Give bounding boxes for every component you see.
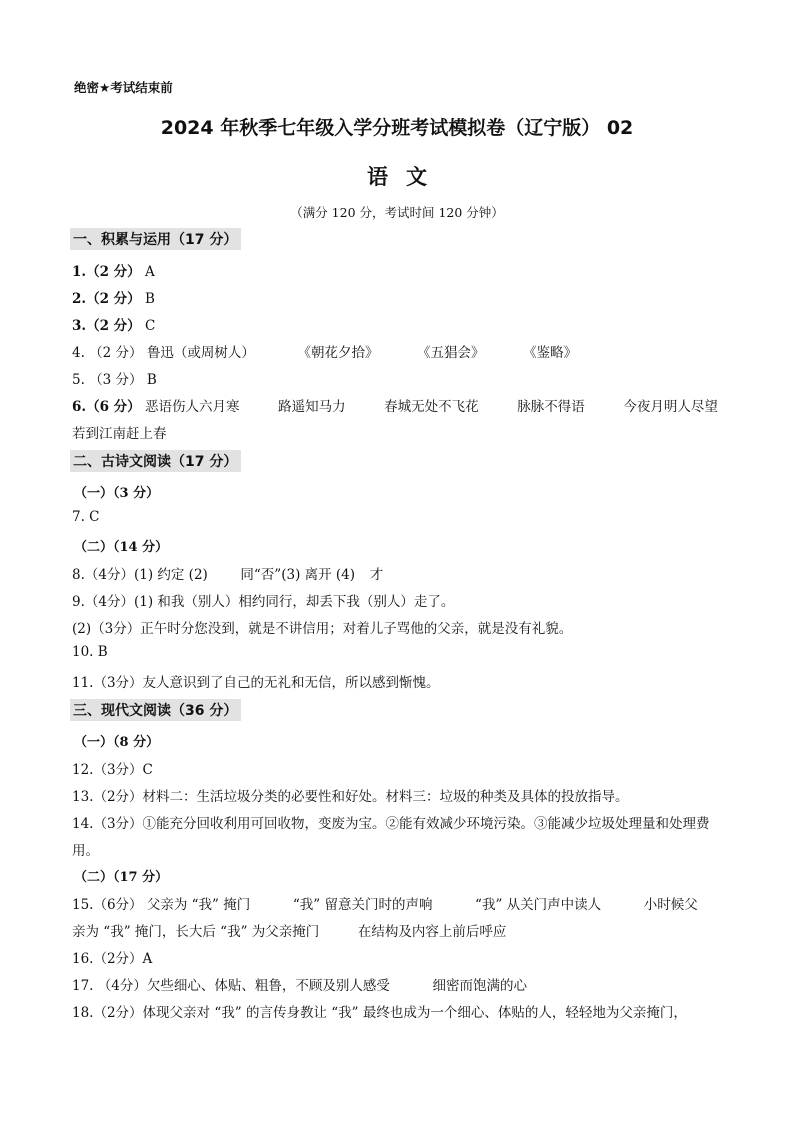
q1-answer: A [144,264,155,280]
answer-q5 [72,368,157,388]
q8-part-1: 8.（4分）(1) 约定 (2) [72,567,208,583]
q15-answer-3: “我” 从关门声中读人 [475,897,602,913]
q8-part-3: 才 [369,567,384,583]
q6-answer-3: 春城无处不飞花 [384,399,479,415]
page-title: 2024 年秋季七年级入学分班考试模拟卷（辽宁版） 02 [160,117,634,139]
answer-q6-continued: 若到江南赶上春 [72,426,167,442]
answer-q3 [72,314,155,334]
answer-q2 [72,287,155,307]
section-heading-3: 三、现代文阅读（36 分） [70,699,241,721]
answer-q12: 12.（3分）C [72,762,153,778]
subsection-2-2: （二）（14 分） [74,540,169,555]
subsection-3-2: （二）（17 分） [74,870,169,885]
q15-answer-4: 小时候父 [643,897,698,913]
subsection-3-1: （一）（8 分） [74,735,160,750]
q6-answer-4: 脉脉不得语 [517,399,585,415]
q6-answer-2: 路遥知马力 [278,399,346,415]
q3-number: 3.（2 分） [72,318,141,334]
answer-q9-2: (2)（3分）正午时分您没到，就是不讲信用；对着儿子骂他的父亲，就是没有礼貌。 [72,621,573,637]
q5-number: 5. （3 分） [72,372,143,388]
section-heading-2: 二、古诗文阅读（17 分） [70,450,241,472]
q4-answer-book: 《朝花夕拾》 [297,345,379,361]
q15-answer-1: 父亲为 “我” 掩门 [146,897,251,913]
q15-continued-1: 亲为 “我” 掩门，长大后 “我” 为父亲掩门 [72,924,320,940]
answer-q16: 16.（2分）A [72,951,153,967]
subsection-2-1: （一）（3 分） [74,486,160,501]
q4-number: 4. （2 分） [72,345,143,361]
answer-q14-continued: 用。 [72,843,99,859]
answer-q11: 11.（3分）友人意识到了自己的无礼和无信，所以感到惭愧。 [72,675,440,691]
q5-answer: B [146,372,157,388]
q6-answer-5: 今夜月明人尽望 [623,399,718,415]
answer-q4 [72,341,577,361]
answer-q1 [72,260,155,280]
answer-q18: 18.（2分）体现父亲对 “我” 的言传身教让 “我” 最终也成为一个细心、体贴的人，轻轻地为父亲掩门， [72,1005,687,1021]
answer-q14: 14.（3分）①能充分回收利用可回收物，变废为宝。②能有效减少环境污染。③能减少垃圾处理量和处理费 [72,816,710,832]
exam-note: （满分 120 分，考试时间 120 分钟） [290,205,504,220]
q15-continued-2: 在结构及内容上前后呼应 [357,924,507,940]
answer-q7: 7. C [72,509,100,525]
answer-q15-continued [72,920,506,940]
answer-q9: 9.（4分）(1) 和我（别人）相约同行，却丢下我（别人）走了。 [72,594,455,610]
answer-q13: 13.（2分）材料二：生活垃圾分类的必要性和好处。材料三：垃圾的种类及具体的投放指导。 [72,789,629,805]
subject-heading: 语文 [367,164,445,189]
q17-answer-1: 17. （4分）欠些细心、体贴、粗鲁，不顾及别人感受 [72,978,390,994]
answer-q8 [72,563,383,583]
q2-answer: B [144,291,155,307]
q6-number: 6.（6 分） [72,399,141,415]
confidential-note: 绝密★考试结束前 [74,80,173,95]
q6-answer-1: 恶语伤人六月寒 [144,399,240,415]
answer-q17 [72,974,527,994]
q2-number: 2.（2 分） [72,291,141,307]
section-heading-1: 一、积累与运用（17 分） [70,228,241,250]
q15-number: 15.（6分） [72,897,143,913]
answer-q15 [72,893,698,913]
q17-answer-2: 细密而饱满的心 [432,978,527,994]
answer-q10: 10. B [72,644,108,660]
q15-answer-2: “我” 留意关门时的声响 [292,897,433,913]
q4-answer-essay: 《五猖会》 [417,345,485,361]
q1-number: 1.（2 分） [72,264,141,280]
q4-answer-author: 鲁迅（或周树人） [146,345,255,361]
q8-part-2: 同“否”(3) 离开 (4) [240,567,356,583]
q3-answer: C [144,318,156,334]
answer-q6 [72,395,718,415]
q4-answer-text: 《鉴略》 [523,345,578,361]
